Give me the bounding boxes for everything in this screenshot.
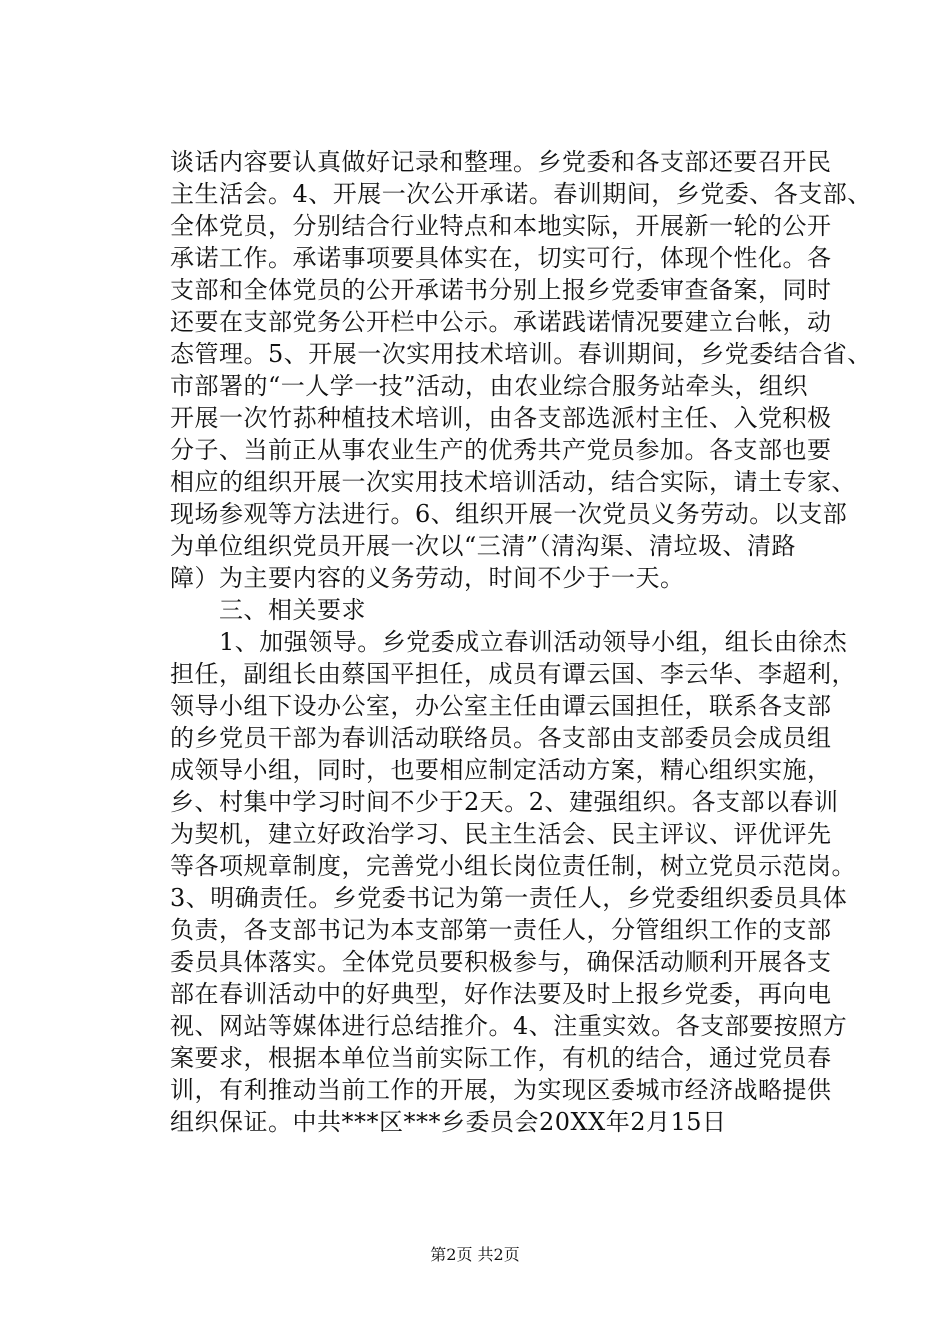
text-line: 1、加强领导。乡党委成立春训活动领导小组，组长由徐杰 — [170, 628, 848, 656]
text-line: 组织保证。中共***区***乡委员会20XX年2月15日 — [170, 1108, 727, 1136]
text-line: 分子、当前正从事农业生产的优秀共产党员参加。各支部也要 — [170, 436, 832, 464]
text-line: 领导小组下设办公室，办公室主任由谭云国担任，联系各支部 — [170, 692, 832, 720]
text-line: 委员具体落实。全体党员要积极参与，确保活动顺利开展各支 — [170, 948, 832, 976]
text-line: 担任，副组长由蔡国平担任，成员有谭云国、李云华、李超利， — [170, 660, 856, 688]
page-number-footer: 第2页 共2页 — [430, 1245, 520, 1264]
text-line: 现场参观等方法进行。6、组织开展一次党员义务劳动。以支部 — [170, 500, 848, 528]
text-line: 乡、村集中学习时间不少于2天。2、建强组织。各支部以春训 — [170, 788, 839, 816]
text-line: 全体党员，分别结合行业特点和本地实际，开展新一轮的公开 — [170, 212, 832, 240]
text-line: 谈话内容要认真做好记录和整理。乡党委和各支部还要召开民 — [170, 148, 832, 176]
text-line: 态管理。5、开展一次实用技术培训。春训期间，乡党委结合省、 — [170, 340, 872, 368]
text-line: 支部和全体党员的公开承诺书分别上报乡党委审查备案，同时 — [170, 276, 832, 304]
text-line: 训，有利推动当前工作的开展，为实现区委城市经济战略提供 — [170, 1076, 832, 1104]
text-line: 主生活会。4、开展一次公开承诺。春训期间，乡党委、各支部、 — [170, 180, 872, 208]
text-line: 开展一次竹荪种植技术培训，由各支部选派村主任、入党积极 — [170, 404, 832, 432]
text-line: 成领导小组，同时，也要相应制定活动方案，精心组织实施， — [170, 756, 832, 784]
text-line: 承诺工作。承诺事项要具体实在，切实可行，体现个性化。各 — [170, 244, 832, 272]
text-line: 为契机，建立好政治学习、民主生活会、民主评议、评优评先 — [170, 820, 832, 848]
text-line: 3、明确责任。乡党委书记为第一责任人，乡党委组织委员具体 — [170, 884, 848, 912]
text-line: 视、网站等媒体进行总结推介。4、注重实效。各支部要按照方 — [170, 1012, 848, 1040]
text-line: 市部署的“一人学一技”活动，由农业综合服务站牵头，组织 — [170, 372, 809, 400]
text-line: 案要求，根据本单位当前实际工作，有机的结合，通过党员春 — [170, 1044, 832, 1072]
text-line: 等各项规章制度，完善党小组长岗位责任制，树立党员示范岗。 — [170, 852, 856, 880]
text-line: 为单位组织党员开展一次以“三清”（清沟渠、清垃圾、清路 — [170, 532, 797, 560]
body-text — [170, 146, 872, 1138]
text-line: 还要在支部党务公开栏中公示。承诺践诺情况要建立台帐，动 — [170, 308, 832, 336]
text-line: 相应的组织开展一次实用技术培训活动，结合实际，请土专家、 — [170, 468, 856, 496]
text-line: 障）为主要内容的义务劳动，时间不少于一天。 — [170, 564, 685, 592]
text-line: 的乡党员干部为春训活动联络员。各支部由支部委员会成员组 — [170, 724, 832, 752]
section-heading: 三、相关要求 — [170, 596, 366, 624]
text-line: 负责，各支部书记为本支部第一责任人，分管组织工作的支部 — [170, 916, 832, 944]
text-line: 部在春训活动中的好典型，好作法要及时上报乡党委，再向电 — [170, 980, 832, 1008]
